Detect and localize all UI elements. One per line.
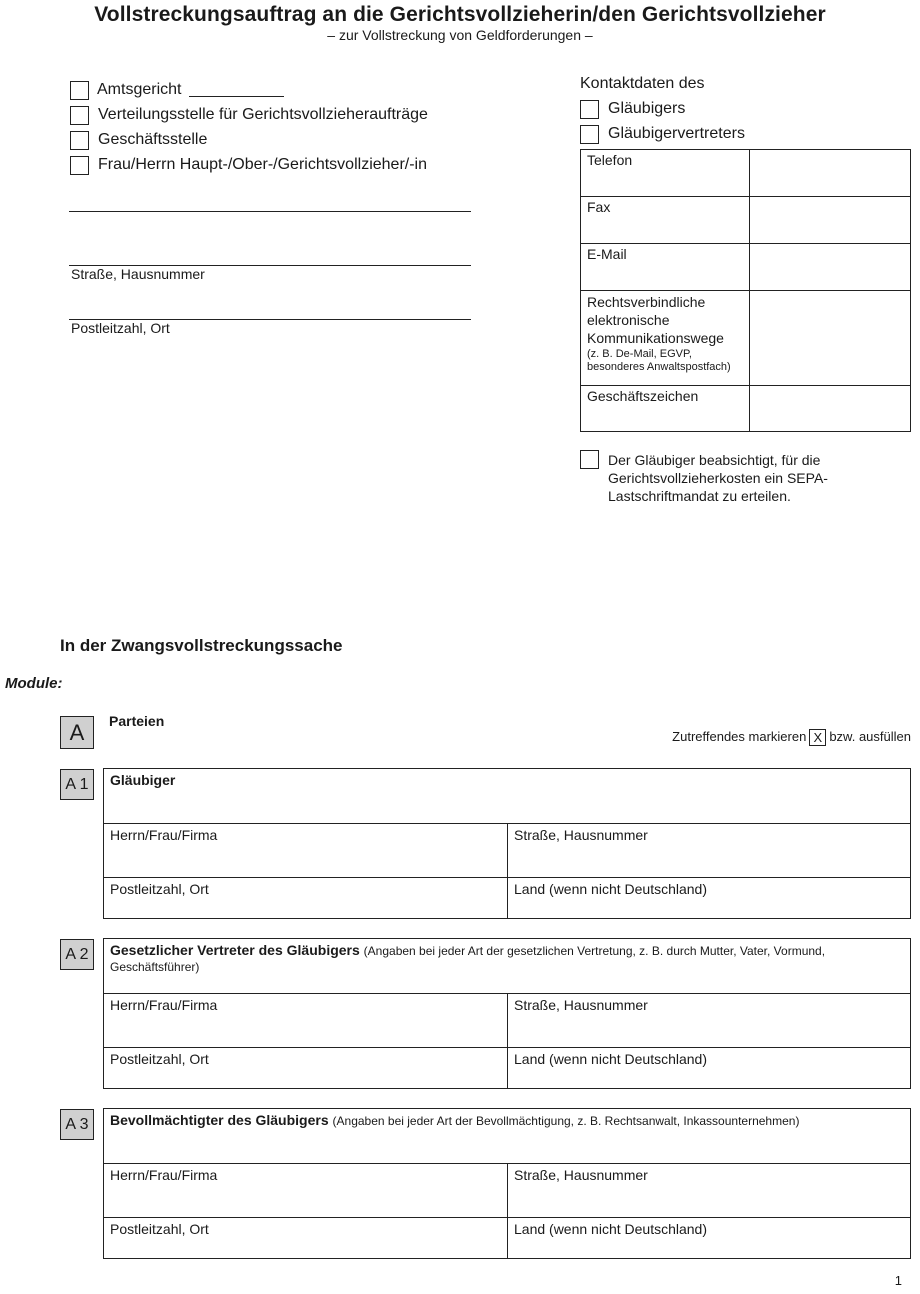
party-a2-street-field[interactable] [508,994,911,1048]
party-a2-header [104,939,911,994]
party-a3-city-label: Postleitzahl, Ort [110,1221,209,1237]
hint-x-box: X [809,729,826,746]
contact-row-email [581,244,911,291]
option-label-amtsgericht: Amtsgericht [97,81,182,98]
checkbox-sepa[interactable] [580,450,599,469]
contact-legal-channels-label: Rechtsverbindliche elektronische Kommunikationswege [587,294,724,346]
module-a3-badge: A 3 [60,1109,94,1140]
module-a2-badge: A 2 [60,939,94,970]
party-a3-street-label: Straße, Hausnummer [514,1167,648,1183]
party-a1-country-label: Land (wenn nicht Deutschland) [514,881,708,897]
party-a2-name-field[interactable] [104,994,508,1048]
checkbox-amtsgericht[interactable] [70,81,89,100]
checkbox-glaeubiger[interactable] [580,100,599,119]
sepa-text: Der Gläubiger beabsichtigt, für die Gerichtsvollzieherkosten ein SEPA-Lastschriftmandat zu erteilen. [608,452,828,504]
contact-reference-label: Geschäftszeichen [581,386,750,432]
contact-fax-field[interactable] [750,197,911,244]
checkbox-geschaeftsstelle[interactable] [70,131,89,150]
module-a1-badge: A 1 [60,769,94,800]
contact-legal-channels-field[interactable] [750,291,911,386]
party-a2-country-label: Land (wenn nicht Deutschland) [514,1051,708,1067]
page-subtitle: – zur Vollstreckung von Geldforderungen – [327,27,593,43]
party-a3-country-field[interactable] [508,1218,911,1259]
module-a-badge: A [60,716,94,749]
checkbox-glaeubigervertreter[interactable] [580,125,599,144]
contact-row-reference [581,386,911,432]
contact-reference-field[interactable] [750,386,911,432]
party-a2-note: (Angaben bei jeder Art der gesetzlichen Vertretung, z. B. durch Mutter, Vater, Vormund, Geschäftsführer) [110,944,826,974]
recipient-city-label: Postleitzahl, Ort [71,320,170,336]
checkbox-gerichtsvollzieher[interactable] [70,156,89,175]
contact-row-legal-channels [581,291,911,386]
hint-text-after: bzw. ausfüllen [829,729,911,744]
checkbox-verteilungsstelle[interactable] [70,106,89,125]
option-label-verteilungsstelle: Verteilungsstelle für Gerichtsvollzieheraufträge [98,106,428,123]
party-a2-city-field[interactable] [104,1048,508,1089]
option-label-geschaeftsstelle: Geschäftsstelle [98,131,208,148]
contact-option-glaeubigervertreter: Gläubigervertreters [608,125,745,142]
contact-option-glaeubiger: Gläubigers [608,100,686,117]
module-a-hint [672,729,911,746]
party-a1-city-label: Postleitzahl, Ort [110,881,209,897]
recipient-name-line[interactable] [69,211,471,212]
party-a3-street-field[interactable] [508,1164,911,1218]
page-title: Vollstreckungsauftrag an die Gerichtsvollzieherin/den Gerichtsvollzieher [94,3,826,26]
contact-table [580,149,911,432]
page-number: 1 [894,1273,902,1288]
party-a1-country-field[interactable] [508,878,911,919]
party-a2-title: Gesetzlicher Vertreter des Gläubigers [110,942,360,958]
party-a1-street-label: Straße, Hausnummer [514,827,648,843]
party-a2-country-field[interactable] [508,1048,911,1089]
option-label-gerichtsvollzieher: Frau/Herrn Haupt-/Ober-/Gerichtsvollzieher/-in [98,156,427,173]
party-a3-note: (Angaben bei jeder Art der Bevollmächtigung, z. B. Rechtsanwalt, Inkassounternehmen) [332,1114,800,1128]
contact-row-fax [581,197,911,244]
party-a3-country-label: Land (wenn nicht Deutschland) [514,1221,708,1237]
party-a2-name-label: Herrn/Frau/Firma [110,997,218,1013]
party-a3-title: Bevollmächtigter des Gläubigers [110,1112,329,1128]
contact-email-field[interactable] [750,244,911,291]
party-a1-street-field[interactable] [508,824,911,878]
party-a1-title: Gläubiger [110,772,176,788]
modules-label: Module: [5,675,63,692]
contact-row-phone [581,150,911,197]
party-a1-header [104,769,911,824]
party-a3-header [104,1109,911,1164]
party-a1-name-field[interactable] [104,824,508,878]
party-a2-table [103,938,911,1089]
contact-phone-label: Telefon [581,150,750,197]
contact-legal-channels-cell [581,291,750,386]
party-a3-city-field[interactable] [104,1218,508,1259]
contact-legal-channels-note: (z. B. De-Mail, EGVP, besonderes Anwaltspostfach) [587,348,731,373]
amtsgericht-input-line[interactable] [189,96,284,97]
party-a1-name-label: Herrn/Frau/Firma [110,827,218,843]
recipient-street-label: Straße, Hausnummer [71,266,205,282]
module-a-title: Parteien [109,713,165,729]
contact-fax-label: Fax [581,197,750,244]
party-a2-street-label: Straße, Hausnummer [514,997,648,1013]
case-heading: In der Zwangsvollstreckungssache [60,636,343,655]
party-a3-name-field[interactable] [104,1164,508,1218]
contact-email-label: E-Mail [581,244,750,291]
contact-phone-field[interactable] [750,150,911,197]
party-a3-name-label: Herrn/Frau/Firma [110,1167,218,1183]
party-a1-city-field[interactable] [104,878,508,919]
party-a1-table [103,768,911,919]
party-a3-table [103,1108,911,1259]
party-a2-city-label: Postleitzahl, Ort [110,1051,209,1067]
hint-text-before: Zutreffendes markieren [672,729,807,744]
contact-heading: Kontaktdaten des [580,75,705,92]
